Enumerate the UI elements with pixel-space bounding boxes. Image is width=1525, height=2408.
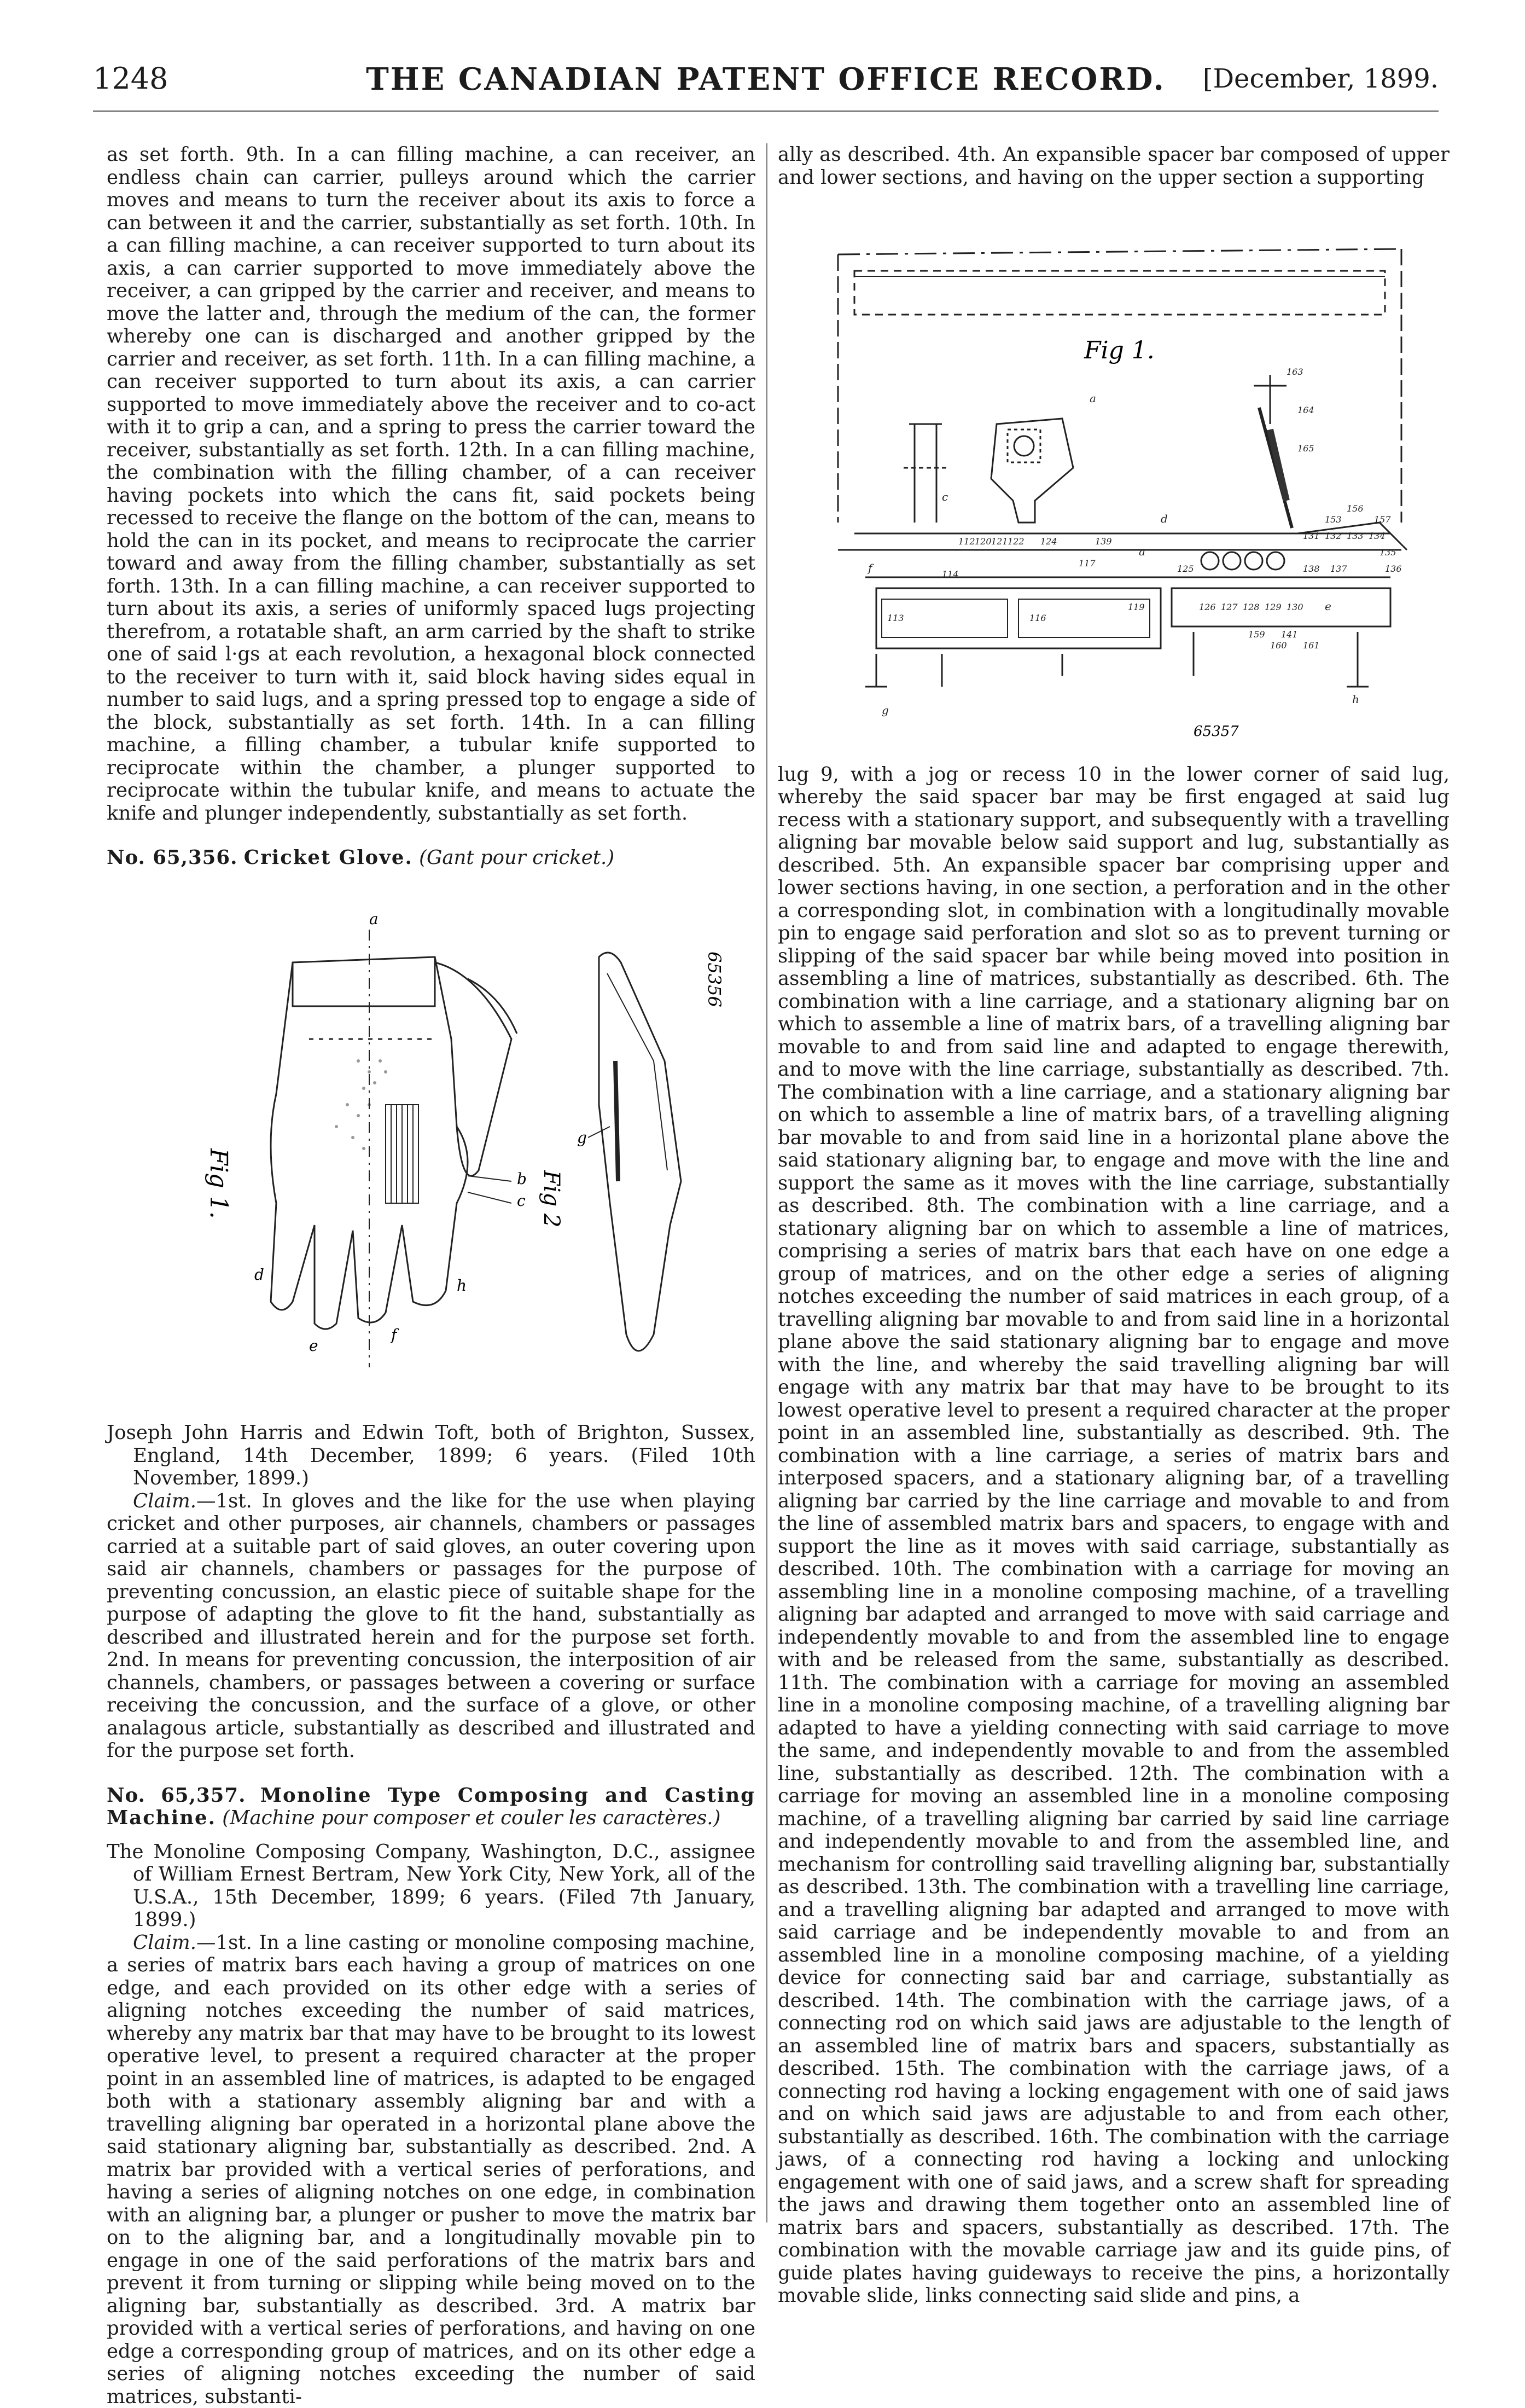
claim-text: —1st. In a line casting or monoline composing machine, a series of matrix bars each having a group of matrices on one edge, and each provided on its other edge with a series of aligning notches exceeding the number of said matrices, whereby any matrix bar that may have to be brought to its lowest operative level, to present a required character at the proper point in an assembled line of matrices, is adapted to be engaged both with a stationary assembly aligning bar and with a travelling aligning bar operated in a horizontal plane above the said stationary aligning bar, substantially as described. 2nd. A matrix bar provided with a vertical series of perforations, and having a series of aligning notches on one edge, in combination with an aligning bar, a plunger or pusher to move the matrix bar on to the aligning bar, and a longitudinally movable pin to engage in one of the said perforations of the matrix bars and prevent it from turning or slipping while being moved on to the aligning bar, substantially as described. 3rd. A matrix bar provided with a vertical series of perforations, and having on one edge a corresponding group of matrices, and on its other edge a series of aligning notches exceeding the number of said matrices, substanti- [107,1931,755,2408]
machine-ref-number: 122 [1008,536,1025,547]
cricket-glove-figure [129,897,730,1378]
machine-letter-g: g [882,704,889,717]
machine-ref-number: 137 [1330,564,1347,574]
machine-ref-number: 164 [1297,405,1314,415]
continued-claims-text: ally as described. 4th. An expansible spacer bar composed of upper and lower sections, and having on the upper section a supporting [778,143,1450,189]
glove-letter-f: f [390,1326,399,1344]
machine-ref-number: 159 [1248,629,1265,640]
machine-letter-h: h [1352,693,1359,706]
machine-ref-number: 161 [1303,640,1320,651]
publication-title: THE CANADIAN PATENT OFFICE RECORD. [93,61,1439,97]
machine-ref-number: 124 [1040,536,1057,547]
machine-ref-number: 127 [1221,602,1238,612]
glove-letter-g: g [577,1129,587,1147]
machine-ref-number: 119 [1128,602,1145,612]
machine-letter-e: e [1325,600,1331,613]
machine-ref-number: 116 [1029,613,1046,623]
page-header [93,61,1439,105]
issue-date: [December, 1899. [1203,63,1439,94]
machine-letter-f: f [867,561,874,575]
patent-number: No. 65,356. [107,846,237,869]
machine-ref-number: 125 [1177,564,1194,574]
claim-text: —1st. In gloves and the like for the use when playing cricket and other purposes, air channels, chambers or passages carried at a suitable part of said gloves, an outer covering upon said air channels, chambers or passages for the purpose of preventing concussion, an elastic piece of suitable shape for the purpose of adapting the glove to fit the hand, substantially as described and illustrated herein and for the purpose set forth. 2nd. In means for preventing concussion, the interposition of air channels, chambers, or passages between a covering or surface receiving the concussion, and the surface of a glove, or other analagous article, substantially as described and illustrated and for the purpose set forth. [107,1490,755,1762]
machine-ref-number: 135 [1380,547,1396,558]
glove-letter-b: b [517,1170,527,1188]
page-number: 1248 [93,61,168,96]
machine-ref-number: 128 [1243,602,1260,612]
continued-claims-text: as set forth. 9th. In a can filling machine, a can receiver, an endless chain can carrier, pulleys around which the carrier moves and means to turn the receiver about its axis to force a can between it and the carrier, substantially as set forth. 10th. In a can filling machine, a can receiver supported to turn about its axis, a can carrier supported to move immediately above the receiver, a can gripped by the carrier and receiver, and means to move the latter and, through the medium of the can, the former whereby one can is discharged and another gripped by the carrier and receiver, as set forth. 11th. In a can filling machine, a can receiver supported to turn about its axis, a can carrier supported to move immediately above the receiver and to co-act with it to grip a can, and a spring to press the carrier toward the receiver, substantially as set forth. 12th. In a can filling machine, the combination with the filling chamber, of a can receiver having pockets into which the cans fit, said pockets being recessed to receive the flange on the bottom of the can, means to hold the can in its pocket, and means to reciprocate the carrier toward and away from the filling chamber, substantially as set forth. 13th. In a can filling machine, a can receiver supported to turn about its axis, a series of uniformly spaced lugs projecting therefrom, a rotatable shaft, an arm carried by the shaft to strike one of said l·gs at each revolution, a hexagonal block connected to the receiver to turn with it, said block having sides equal in number to said lugs, and a spring pressed top to engage a side of the block, substantially as set forth. 14th. In a can filling machine, a filling chamber, a tubular knife supported to reciprocate within the chamber, a plunger supported to reciprocate within the tubular knife, and means to actuate the knife and plunger independently, substantially as set forth. [107,143,755,825]
machine-ref-number: 160 [1270,640,1287,651]
glove-fig2-label: Fig 2 [539,1170,564,1227]
machine-ref-number: 136 [1385,564,1402,574]
glove-letter-h: h [457,1276,467,1295]
glove-letter-d: d [254,1266,264,1284]
machine-ref-number: 134 [1369,531,1386,541]
glove-fig1-label: Fig 1. [205,1148,232,1219]
machine-serial-number: 65357 [1194,723,1239,740]
machine-ref-number: 133 [1347,531,1364,541]
right-column [778,143,1450,2307]
machine-ref-number: 120 [975,536,992,547]
machine-ref-number: 141 [1281,629,1298,640]
machine-ref-number: 131 [1303,531,1320,541]
patent-inventors: Joseph John Harris and Edwin Toft, both of Brighton, Sussex, England, 14th December, 1899; 6 years. (Filed 10th November, 1899.) [107,1421,755,1490]
patent-number: No. 65,357. [107,1784,246,1807]
glove-letter-c: c [517,1192,526,1210]
machine-ref-number: 163 [1287,367,1303,377]
machine-letter-a: a [1090,392,1096,405]
machine-letter-d: d [1161,512,1168,525]
machine-fig-label: Fig 1. [1084,336,1155,364]
machine-ref-number: 126 [1199,602,1216,612]
glove-letter-a: a [369,910,379,928]
continued-claims-text: lug 9, with a jog or recess 10 in the lower corner of said lug, whereby the said spacer bar may be first engaged at said lug recess with a stationary support, and subsequently with a travelling aligning bar movable below said support and lug, substantially as described. 5th. An expansible spacer bar comprising upper and lower sections having, in one section, a perforation and in the other a corresponding slot, in combination with a longitudinally movable pin to engage said perforation and slot so as to prevent turning or slipping of the said spacer bar while being moved into position in assembling a line of matrices, substantially as described. 6th. The combination with a line carriage, and a stationary aligning bar on which to assemble a line of matrix bars, of a travelling aligning bar movable to and from said line and adapted to engage therewith, and to move with the line carriage, substantially as described. 7th. The combination with a line carriage, and a stationary aligning bar on which to assemble a line of matrix bars, of a travelling aligning bar movable to and from said line in a horizontal plane above the said stationary aligning bar, to engage and move with the line and support the same as it moves with the line carriage, substantially as described. 8th. The combination with a line carriage, and a stationary aligning bar on which to assemble a line of matrices, comprising a series of matrix bars that each have on one edge a group of matrices, and on the other edge a series of aligning notches exceeding the number of said matrices in each group, of a travelling aligning bar movable to and from said line in a horizontal plane above the said stationary aligning bar to engage and move with the line, and whereby the said travelling aligning bar will engage with any matrix bar that may have to be brought to its lowest operative level to present a required character at the proper point in an assembled line, substantially as described. 9th. The combination with a line carriage, a series of matrix bars and interposed spacers, and a stationary aligning bar, of a travelling aligning bar carried by the line carriage and movable to and from the line of assembled matrix bars and spacers, to engage with and support the line as it moves with said carriage, substantially as described. 10th. The combination with a carriage for moving an assembling line in a monoline composing machine, of a travelling aligning bar adapted and arranged to move with said carriage and independently movable to and from the assembled line to engage with and be released from the same, substantially as described. 11th. The combination with a carriage for moving an assembled line in a monoline composing machine, of a travelling aligning bar adapted to have a yielding connecting with said carriage to move the same, and independently movable to and from the assembled line, substantially as described. 12th. The combination with a carriage for moving an assembled line in a monoline composing machine, of a travelling aligning bar carried by said line carriage and independently movable to and from the assembled line, and mechanism for controlling said travelling aligning bar, substantially as described. 13th. The combination with a travelling line carriage, and a travelling aligning bar adapted and arranged to move with said carriage and be independently movable to and from an assembled line in a monoline composing machine, of a yielding device for connecting said bar and carriage, substantially as described. 14th. The combination with the carriage jaws, of a connecting rod on which said jaws are adjustable to the length of an assembled line of matrix bars and spacers, substantially as described. 15th. The combination with the carriage jaws, of a connecting rod having a locking engagement with one of said jaws and on which said jaws are adjustable to and from each other, substantially as described. 16th. The combination with the carriage jaws, of a connecting rod having a locking and unlocking engagement with one of said jaws, and a screw shaft for spreading the jaws and drawing them together onto an assembled line of matrix bars and spacers, substantially as described. 17th. The combination with the movable carriage jaw and its guide pins, of guide plates having guideways to receive the pins, a horizontally movable slide, links connecting said slide and pins, a [778,763,1450,2307]
machine-ref-number: 112 [958,536,975,547]
machine-letter-a-2: a [1139,545,1145,558]
patent-title: Cricket Glove. [244,846,413,869]
glove-serial-number: 65356 [704,951,725,1007]
machine-letter-c: c [942,490,948,503]
machine-ref-number: 153 [1325,514,1342,525]
patent-french-title: (Gant pour cricket.) [419,846,614,869]
patent-claim [107,1490,755,1762]
header-rule [93,111,1439,112]
machine-ref-number: 114 [942,569,959,579]
glove-letter-e: e [309,1337,318,1355]
claim-label: Claim. [133,1931,196,1954]
machine-ref-number: 117 [1079,558,1096,568]
patent-title: Monoline Type Composing and Casting Machine. [107,1784,755,1830]
machine-ref-number: 165 [1297,443,1314,454]
machine-ref-number: 139 [1095,536,1112,547]
machine-ref-number: 156 [1347,503,1364,514]
machine-ref-number: 113 [887,613,904,623]
machine-ref-number: 157 [1374,514,1391,525]
patent-entry-heading [107,846,755,869]
monoline-machine-figure [778,194,1450,747]
patent-french-title: (Machine pour composer et couler les caractères.) [222,1807,720,1829]
patent-assignee: The Monoline Composing Company, Washington, D.C., assignee of William Ernest Bertram, New York City, New York, all of the U.S.A., 15th December, 1899; 6 years. (Filed 7th January, 1899.) [107,1841,755,1931]
column-divider [766,143,767,2223]
machine-ref-number: 132 [1325,531,1342,541]
machine-ref-number: 138 [1303,564,1320,574]
patent-entry-heading [107,1784,755,1830]
claim-label: Claim. [133,1490,196,1512]
machine-ref-number: 130 [1287,602,1303,612]
machine-ref-number: 129 [1265,602,1282,612]
patent-claim [107,1931,755,2408]
left-column [107,143,755,2408]
machine-ref-number: 121 [991,536,1008,547]
